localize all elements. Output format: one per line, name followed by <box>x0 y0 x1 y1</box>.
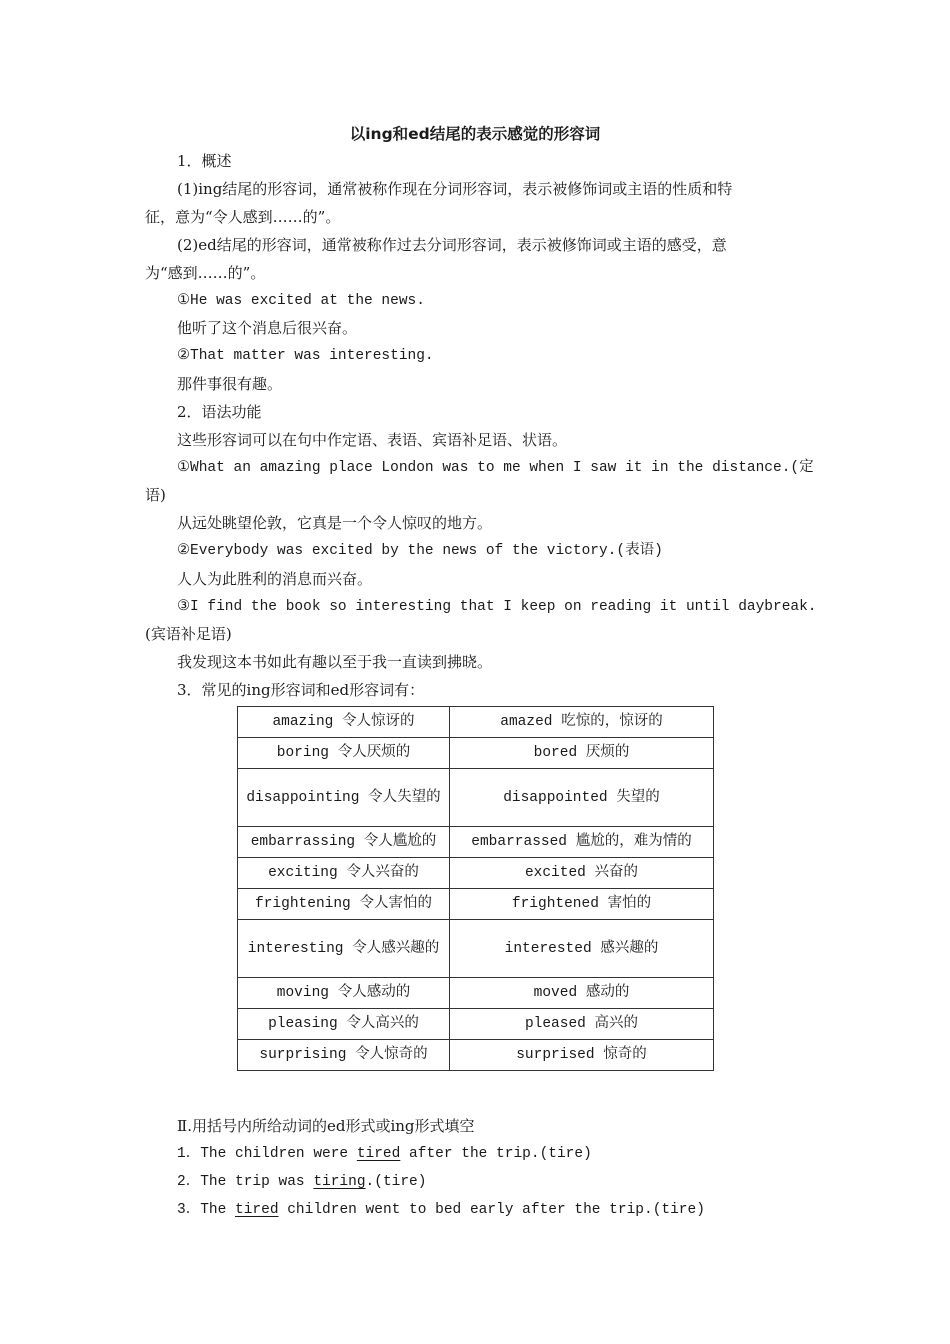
ing-adjective-cell: surprising 令人惊奇的 <box>238 1040 450 1071</box>
table-row <box>238 1009 714 1040</box>
table-row <box>238 858 714 889</box>
exercise-item-text: 1．The children were <box>177 1146 357 1162</box>
table-row <box>238 769 714 827</box>
paragraph-1-line-1: (1)ing结尾的形容词，通常被称作现在分词形容词，表示被修饰词或主语的性质和特 <box>177 180 733 198</box>
function-example-3-english-line-1: ③I find the book so interesting that I keep on reading it until daybreak. <box>177 599 817 615</box>
paragraph-2-line-1: (2)ed结尾的形容词，通常被称作过去分词形容词，表示被修饰词或主语的感受，意 <box>177 236 727 254</box>
table-row <box>238 827 714 858</box>
function-example-1-chinese: 从远处眺望伦敦，它真是一个令人惊叹的地方。 <box>177 514 493 532</box>
exercise-answer: tired <box>356 1146 401 1162</box>
exercise-item-text: .(tire) <box>365 1174 427 1190</box>
ed-adjective-cell: disappointed 失望的 <box>450 769 714 827</box>
exercise-item-text: after the trip.(tire) <box>400 1146 592 1162</box>
ing-adjective-cell: frightening 令人害怕的 <box>238 889 450 920</box>
example-1-chinese: 他听了这个消息后很兴奋。 <box>177 319 358 337</box>
section-3-heading: 3．常见的ing形容词和ed形容词有： <box>177 681 425 699</box>
ed-adjective-cell: interested 感兴趣的 <box>450 920 714 978</box>
paragraph-2-line-2: 为“感到……的”。 <box>145 264 266 282</box>
adjective-table <box>237 706 714 1071</box>
exercise-item-2 <box>177 1172 426 1192</box>
exercise-item-text: 3．The <box>177 1202 236 1218</box>
ing-adjective-cell: boring 令人厌烦的 <box>238 738 450 769</box>
function-example-1-english-line-2: 语) <box>145 486 166 504</box>
ed-adjective-cell: pleased 高兴的 <box>450 1009 714 1040</box>
table-row <box>238 889 714 920</box>
section-2-intro: 这些形容词可以在句中作定语、表语、宾语补足语、状语。 <box>177 431 568 449</box>
ed-adjective-cell: surprised 惊奇的 <box>450 1040 714 1071</box>
exercise-answer: tired <box>235 1202 279 1218</box>
ed-adjective-cell: excited 兴奋的 <box>450 858 714 889</box>
example-1-english: ①He was excited at the news. <box>177 293 425 309</box>
ed-adjective-cell: amazed 吃惊的，惊讶的 <box>450 707 714 738</box>
exercise-answer: tiring <box>313 1174 366 1190</box>
exercise-item-1 <box>177 1144 592 1164</box>
paragraph-1-line-2: 征，意为“令人感到……的”。 <box>145 208 341 226</box>
exercise-heading: Ⅱ.用括号内所给动词的ed形式或ing形式填空 <box>177 1117 475 1135</box>
function-example-2-english: ②Everybody was excited by the news of the victory.(表语) <box>177 543 663 559</box>
ed-adjective-cell: moved 感动的 <box>450 978 714 1009</box>
function-example-1-english-line-1: ①What an amazing place London was to me when I saw it in the distance.(定 <box>177 460 814 476</box>
section-2-heading: 2．语法功能 <box>177 403 262 421</box>
table-row <box>238 1040 714 1071</box>
ing-adjective-cell: disappointing 令人失望的 <box>238 769 450 827</box>
page-title: 以ing和ed结尾的表示感觉的形容词 <box>349 125 601 143</box>
ing-adjective-cell: exciting 令人兴奋的 <box>238 858 450 889</box>
table-row <box>238 707 714 738</box>
ed-adjective-cell: bored 厌烦的 <box>450 738 714 769</box>
ing-adjective-cell: interesting 令人感兴趣的 <box>238 920 450 978</box>
table-row <box>238 978 714 1009</box>
function-example-2-chinese: 人人为此胜利的消息而兴奋。 <box>177 570 373 588</box>
exercise-item-text: 2．The trip was <box>177 1174 314 1190</box>
ed-adjective-cell: embarrassed 尴尬的，难为情的 <box>450 827 714 858</box>
example-2-chinese: 那件事很有趣。 <box>177 375 283 393</box>
section-1-heading: 1．概述 <box>177 152 232 170</box>
ed-adjective-cell: frightened 害怕的 <box>450 889 714 920</box>
ing-adjective-cell: embarrassing 令人尴尬的 <box>238 827 450 858</box>
table-row <box>238 738 714 769</box>
ing-adjective-cell: amazing 令人惊讶的 <box>238 707 450 738</box>
table-row <box>238 920 714 978</box>
function-example-3-chinese: 我发现这本书如此有趣以至于我一直读到拂晓。 <box>177 653 493 671</box>
example-2-english: ②That matter was interesting. <box>177 348 434 364</box>
function-example-3-english-line-2: (宾语补足语) <box>145 625 232 643</box>
ing-adjective-cell: moving 令人感动的 <box>238 978 450 1009</box>
exercise-item-3 <box>177 1200 705 1220</box>
exercise-item-text: children went to bed early after the trip.(tire) <box>278 1202 705 1218</box>
ing-adjective-cell: pleasing 令人高兴的 <box>238 1009 450 1040</box>
